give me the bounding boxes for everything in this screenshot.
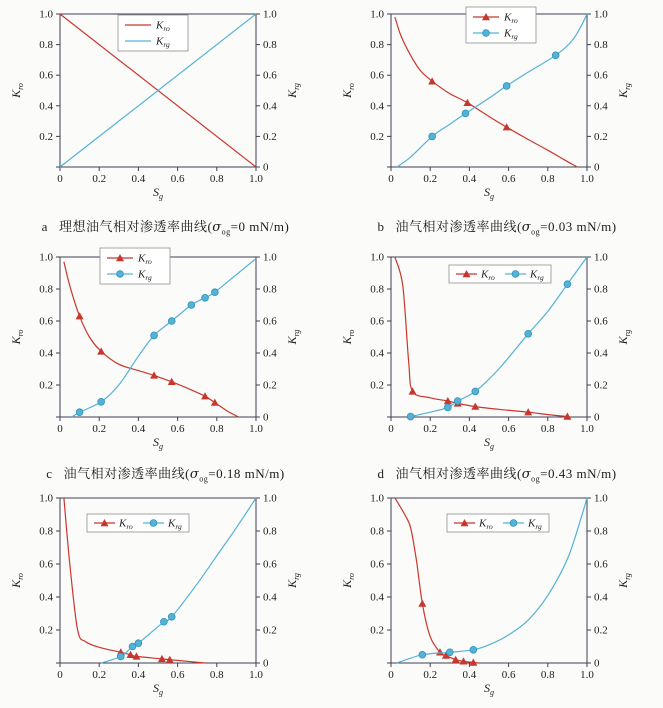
- krg-marker: [444, 404, 451, 411]
- svg-text:0.8: 0.8: [263, 283, 277, 296]
- krg-marker: [202, 294, 209, 301]
- x-axis-label: $S_g$: [153, 185, 163, 201]
- svg-text:0.8: 0.8: [370, 283, 384, 296]
- svg-text:0.8: 0.8: [39, 39, 53, 52]
- svg-text:1.0: 1.0: [39, 251, 53, 264]
- legend-label: $K_{ro}$: [481, 268, 495, 282]
- svg-text:1.0: 1.0: [263, 8, 277, 21]
- svg-text:0.6: 0.6: [370, 558, 384, 571]
- svg-text:0.2: 0.2: [370, 130, 384, 143]
- subplot-f: [331, 480, 663, 703]
- svg-text:0: 0: [57, 423, 63, 435]
- y-right-axis-label: $K_{rg}$: [616, 83, 632, 98]
- svg-text:0.4: 0.4: [263, 347, 277, 360]
- svg-text:0.4: 0.4: [263, 100, 277, 113]
- caption-value: =0.43 mN/m): [540, 466, 617, 481]
- y-right-axis-label: $K_{rg}$: [616, 573, 632, 588]
- svg-text:0.4: 0.4: [39, 347, 53, 360]
- svg-text:0.4: 0.4: [131, 423, 146, 435]
- svg-text:1.0: 1.0: [580, 423, 594, 435]
- y-right-axis-label: $K_{rg}$: [616, 329, 632, 345]
- y-right-axis-label: $K_{rg}$: [285, 329, 301, 345]
- svg-text:1.0: 1.0: [249, 423, 263, 435]
- legend-label: $K_{ro}$: [504, 11, 518, 25]
- kro-marker: [211, 399, 219, 406]
- chart-f-canvas: [331, 480, 662, 703]
- legend-label: $K_{rg}$: [504, 27, 518, 41]
- kro-markers: [418, 600, 477, 666]
- legend-label: $K_{rg}$: [530, 268, 544, 282]
- svg-text:0.4: 0.4: [462, 423, 477, 435]
- svg-text:0.2: 0.2: [263, 379, 277, 392]
- caption-letter: a: [41, 219, 48, 234]
- krg-marker: [419, 651, 426, 658]
- y-left-axis-label: $K_{ro}$: [9, 83, 25, 98]
- svg-text:0.2: 0.2: [39, 130, 53, 143]
- svg-text:0.8: 0.8: [39, 525, 53, 538]
- krg-marker: [564, 281, 571, 288]
- subplot-e: [0, 480, 331, 703]
- krg-markers: [76, 289, 218, 416]
- svg-text:0.8: 0.8: [263, 39, 277, 52]
- svg-text:0: 0: [594, 161, 600, 174]
- svg-text:1.0: 1.0: [249, 669, 263, 681]
- svg-text:0.8: 0.8: [594, 283, 608, 296]
- svg-text:0.8: 0.8: [209, 173, 224, 185]
- legend-label: $K_{rg}$: [138, 268, 152, 282]
- svg-text:0.6: 0.6: [170, 423, 185, 435]
- svg-text:0.4: 0.4: [39, 591, 53, 604]
- svg-text:0.4: 0.4: [370, 591, 384, 604]
- chart-b-canvas: [331, 0, 662, 205]
- kro-marker: [463, 99, 471, 106]
- svg-text:0.2: 0.2: [594, 379, 608, 392]
- svg-text:0.8: 0.8: [594, 39, 608, 52]
- svg-text:0.2: 0.2: [423, 173, 438, 185]
- svg-text:1.0: 1.0: [249, 173, 263, 185]
- svg-text:0.8: 0.8: [39, 283, 53, 296]
- subplot-b: [331, 0, 663, 235]
- kro-markers: [76, 312, 219, 406]
- svg-text:1.0: 1.0: [263, 492, 277, 505]
- subplot-d: [331, 235, 663, 484]
- svg-text:0.2: 0.2: [594, 130, 608, 143]
- legend-label: $K_{rg}$: [156, 35, 170, 49]
- sigma-subscript: og: [199, 474, 209, 484]
- svg-text:0.6: 0.6: [501, 173, 516, 185]
- legend-krg-marker: [512, 271, 519, 278]
- svg-text:0.4: 0.4: [370, 100, 384, 113]
- x-axis-label: $S_g$: [153, 681, 163, 697]
- caption-value: =0 mN/m): [230, 219, 290, 234]
- svg-text:0.2: 0.2: [39, 379, 53, 392]
- svg-text:0.6: 0.6: [170, 669, 185, 681]
- svg-text:0: 0: [594, 657, 600, 670]
- sigma-subscript: og: [221, 227, 231, 237]
- legend-krg-marker: [117, 271, 124, 278]
- svg-text:1.0: 1.0: [370, 492, 384, 505]
- svg-text:0.4: 0.4: [594, 100, 608, 113]
- svg-text:0.8: 0.8: [209, 669, 224, 681]
- kro-markers: [117, 648, 174, 663]
- svg-text:0: 0: [263, 161, 269, 174]
- svg-text:1.0: 1.0: [580, 173, 594, 185]
- sigma-symbol: σ: [521, 220, 532, 235]
- svg-text:0.8: 0.8: [540, 669, 555, 681]
- legend-krg-marker: [483, 30, 490, 37]
- krg-marker: [135, 640, 142, 647]
- svg-text:0.2: 0.2: [263, 624, 277, 637]
- svg-text:0.6: 0.6: [594, 558, 608, 571]
- svg-text:0.8: 0.8: [263, 525, 277, 538]
- caption-text: 油气相对渗透率曲线(: [63, 466, 190, 481]
- legend: [87, 514, 189, 532]
- y-right-axis-label: $K_{rg}$: [285, 83, 301, 98]
- caption-letter: b: [377, 219, 385, 234]
- caption-text: 理想油气相对渗透率曲线(: [58, 219, 213, 234]
- svg-text:0.6: 0.6: [594, 69, 608, 82]
- svg-text:0.6: 0.6: [39, 69, 53, 82]
- svg-text:0.6: 0.6: [263, 315, 277, 328]
- svg-text:0.4: 0.4: [594, 347, 608, 360]
- svg-text:0.6: 0.6: [501, 669, 516, 681]
- krg-marker: [98, 398, 105, 405]
- y-left-axis-label: $K_{ro}$: [9, 329, 25, 345]
- svg-text:1.0: 1.0: [370, 8, 384, 21]
- legend-label: $K_{ro}$: [156, 19, 170, 33]
- legend-krg-marker: [150, 520, 157, 527]
- svg-text:0.4: 0.4: [462, 669, 477, 681]
- sigma-symbol: σ: [212, 220, 222, 235]
- svg-text:0.4: 0.4: [131, 173, 146, 185]
- svg-text:0.6: 0.6: [370, 69, 384, 82]
- svg-text:0.4: 0.4: [370, 347, 384, 360]
- svg-text:0.2: 0.2: [370, 379, 384, 392]
- svg-text:0.6: 0.6: [170, 173, 185, 185]
- y-left-axis-label: $K_{ro}$: [340, 573, 356, 588]
- krg-marker: [552, 52, 559, 59]
- svg-text:0.2: 0.2: [39, 624, 53, 637]
- kro-marker: [168, 378, 176, 385]
- svg-text:0.8: 0.8: [370, 39, 384, 52]
- y-left-axis-label: $K_{ro}$: [9, 573, 25, 588]
- svg-text:1.0: 1.0: [580, 669, 594, 681]
- svg-text:0.2: 0.2: [92, 669, 107, 681]
- krg-marker: [160, 618, 167, 625]
- svg-text:0.6: 0.6: [594, 315, 608, 328]
- svg-text:0.6: 0.6: [501, 423, 516, 435]
- legend-label: $K_{ro}$: [119, 517, 133, 531]
- legend: [100, 248, 170, 284]
- y-left-axis-label: $K_{ro}$: [340, 83, 356, 98]
- caption-a: [0, 216, 331, 237]
- svg-text:1.0: 1.0: [594, 8, 608, 21]
- chart-a-canvas: [0, 0, 331, 205]
- krg-marker: [211, 289, 218, 296]
- krg-marker: [168, 318, 175, 325]
- krg-marker: [76, 409, 83, 416]
- krg-marker: [462, 110, 469, 117]
- legend: [447, 514, 549, 532]
- svg-text:0.2: 0.2: [92, 173, 107, 185]
- svg-text:0: 0: [594, 411, 600, 424]
- caption-text: 油气相对渗透率曲线(: [395, 466, 522, 481]
- svg-text:0.2: 0.2: [92, 423, 107, 435]
- svg-text:0.4: 0.4: [594, 591, 608, 604]
- svg-text:0.2: 0.2: [423, 669, 438, 681]
- krg-marker: [407, 413, 414, 420]
- svg-text:0: 0: [388, 423, 394, 435]
- svg-text:0: 0: [263, 657, 269, 670]
- y-right-axis-label: $K_{rg}$: [285, 573, 301, 588]
- svg-text:0.8: 0.8: [540, 173, 555, 185]
- caption-letter: c: [46, 466, 53, 481]
- chart-e-canvas: [0, 480, 331, 703]
- svg-text:0.8: 0.8: [594, 525, 608, 538]
- svg-text:0.8: 0.8: [370, 525, 384, 538]
- svg-text:0.2: 0.2: [423, 423, 438, 435]
- chart-c-canvas: [0, 235, 331, 452]
- krg-marker: [188, 302, 195, 309]
- svg-text:0.4: 0.4: [131, 669, 146, 681]
- caption-value: =0.18 mN/m): [208, 466, 285, 481]
- x-axis-label: $S_g$: [153, 435, 163, 451]
- svg-text:1.0: 1.0: [39, 8, 53, 21]
- legend: [449, 265, 551, 283]
- svg-text:1.0: 1.0: [594, 492, 608, 505]
- krg-marker: [429, 133, 436, 140]
- caption-text: 油气相对渗透率曲线(: [395, 219, 522, 234]
- sigma-subscript: og: [531, 474, 541, 484]
- svg-text:0.6: 0.6: [39, 558, 53, 571]
- svg-text:1.0: 1.0: [263, 251, 277, 264]
- svg-text:0: 0: [388, 669, 394, 681]
- kro-marker: [201, 392, 209, 399]
- kro-marker: [76, 312, 84, 319]
- svg-text:1.0: 1.0: [594, 251, 608, 264]
- svg-text:0.6: 0.6: [263, 69, 277, 82]
- svg-text:0: 0: [263, 411, 269, 424]
- kro-marker: [409, 387, 417, 394]
- krg-marker: [117, 653, 124, 660]
- x-axis-label: $S_g$: [484, 185, 494, 201]
- svg-text:1.0: 1.0: [39, 492, 53, 505]
- krg-marker: [454, 398, 461, 405]
- caption-b: [331, 216, 663, 237]
- y-left-axis-label: $K_{ro}$: [340, 329, 356, 345]
- legend-label: $K_{ro}$: [138, 252, 152, 266]
- caption-letter: d: [377, 466, 385, 481]
- svg-text:0.2: 0.2: [263, 130, 277, 143]
- svg-text:0.6: 0.6: [263, 558, 277, 571]
- chart-d-canvas: [331, 235, 662, 452]
- svg-text:0.2: 0.2: [594, 624, 608, 637]
- svg-text:0.6: 0.6: [370, 315, 384, 328]
- legend-label: $K_{rg}$: [168, 517, 182, 531]
- x-axis-label: $S_g$: [484, 435, 494, 451]
- krg-marker: [151, 332, 158, 339]
- legend: [466, 7, 536, 43]
- svg-text:0.8: 0.8: [540, 423, 555, 435]
- krg-marker: [168, 613, 175, 620]
- svg-text:0: 0: [57, 669, 63, 681]
- subplot-c: [0, 235, 331, 484]
- svg-text:0.8: 0.8: [209, 423, 224, 435]
- krg-marker: [446, 649, 453, 656]
- svg-text:0.6: 0.6: [39, 315, 53, 328]
- krg-marker: [472, 388, 479, 395]
- svg-text:0.2: 0.2: [370, 624, 384, 637]
- krg-marker: [525, 330, 532, 337]
- legend-label: $K_{ro}$: [479, 517, 493, 531]
- caption-value: =0.03 mN/m): [540, 219, 617, 234]
- svg-text:0.4: 0.4: [39, 100, 53, 113]
- krg-markers: [407, 281, 571, 420]
- sigma-symbol: σ: [521, 467, 532, 482]
- kro-marker: [418, 600, 426, 607]
- svg-text:0: 0: [388, 173, 394, 185]
- sigma-subscript: og: [531, 227, 541, 237]
- kro-marker: [503, 123, 511, 130]
- sigma-symbol: σ: [189, 467, 200, 482]
- subplot-a: [0, 0, 331, 235]
- svg-text:0.4: 0.4: [462, 173, 477, 185]
- krg-marker: [470, 646, 477, 653]
- svg-text:0.4: 0.4: [263, 591, 277, 604]
- svg-text:1.0: 1.0: [370, 251, 384, 264]
- krg-marker: [503, 83, 510, 90]
- svg-text:0: 0: [57, 173, 63, 185]
- legend-label: $K_{rg}$: [528, 517, 542, 531]
- legend: [118, 15, 188, 51]
- legend-krg-marker: [510, 520, 517, 527]
- kro-marker: [452, 656, 460, 663]
- x-axis-label: $S_g$: [484, 681, 494, 697]
